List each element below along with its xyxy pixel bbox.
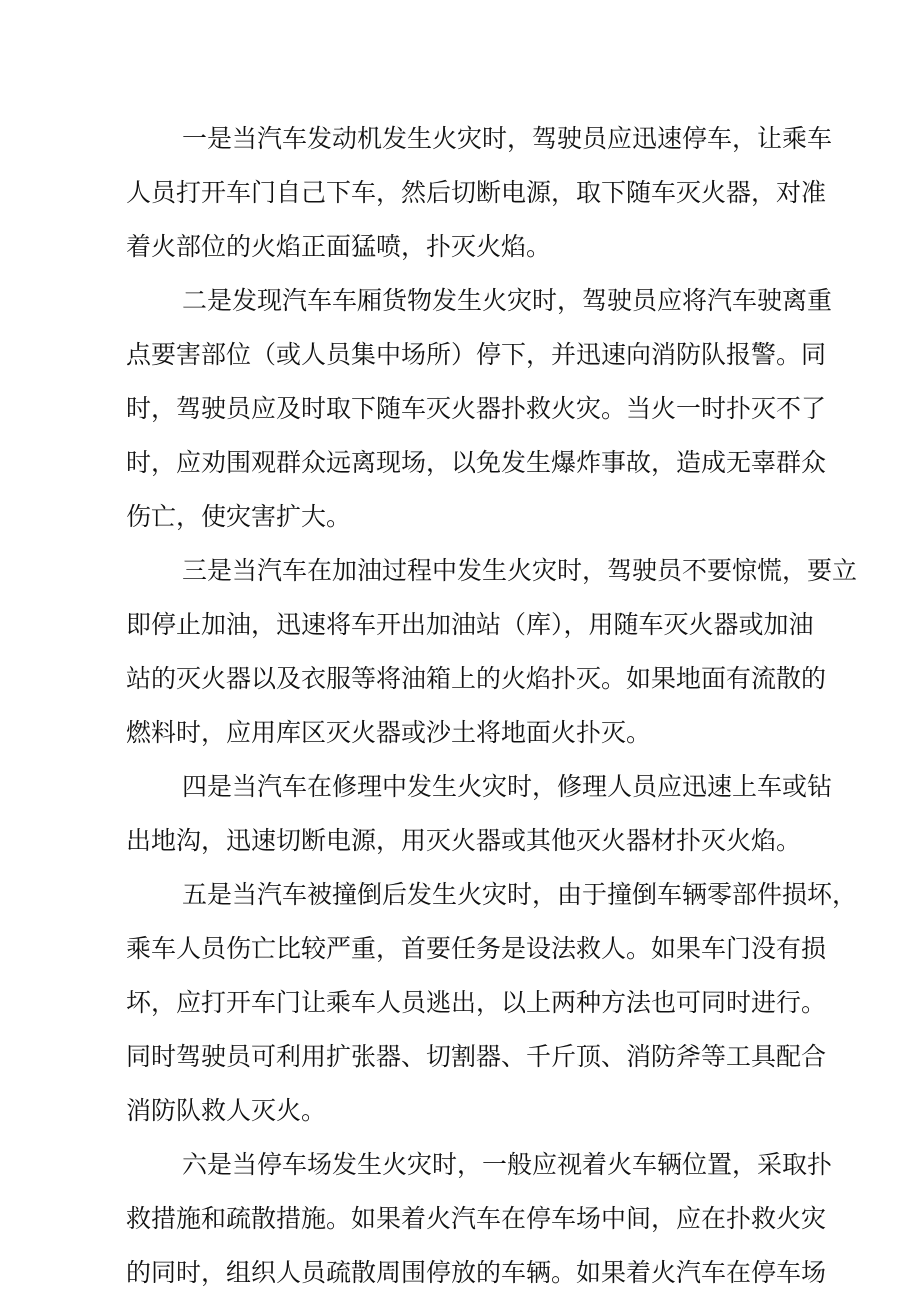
text-line: 人员打开车门自己下车，然后切断电源，取下随车灭火器，对准 <box>126 178 827 207</box>
text-line: 坏，应打开车门让乘车人员逃出，以上两种方法也可同时进行。 <box>126 988 827 1017</box>
text-line: 三是当汽车在加油过程中发生火灾时，驾驶员不要惊慌，要立 <box>182 556 858 585</box>
text-line: 六是当停车场发生火灾时，一般应视着火车辆位置，采取扑 <box>182 1150 833 1179</box>
text-line: 一是当汽车发动机发生火灾时，驾驶员应迅速停车，让乘车 <box>182 124 833 153</box>
text-line: 乘车人员伤亡比较严重，首要任务是设法救人。如果车门没有损 <box>126 934 827 963</box>
text-line: 出地沟，迅速切断电源，用灭火器或其他灭火器材扑灭火焰。 <box>126 826 802 855</box>
text-line: 同时驾驶员可利用扩张器、切割器、千斤顶、消防斧等工具配合 <box>126 1042 827 1071</box>
text-line: 着火部位的火焰正面猛喷，扑灭火焰。 <box>126 232 552 261</box>
document-body <box>126 112 858 1300</box>
text-line: 燃料时，应用库区灭火器或沙土将地面火扑灭。 <box>126 718 652 747</box>
text-line: 的同时，组织人员疏散周围停放的车辆。如果着火汽车在停车场 <box>126 1258 827 1287</box>
text-line: 时，驾驶员应及时取下随车灭火器扑救火灾。当火一时扑灭不了 <box>126 394 827 423</box>
text-line: 二是发现汽车车厢货物发生火灾时，驾驶员应将汽车驶离重 <box>182 286 833 315</box>
text-line: 救措施和疏散措施。如果着火汽车在停车场中间，应在扑救火灾 <box>126 1204 827 1233</box>
text-line: 站的灭火器以及衣服等将油箱上的火焰扑灭。如果地面有流散的 <box>126 664 827 693</box>
text-line: 伤亡，使灾害扩大。 <box>126 502 352 531</box>
text-line: 点要害部位（或人员集中场所）停下，并迅速向消防队报警。同 <box>126 340 827 369</box>
text-line: 时，应劝围观群众远离现场，以免发生爆炸事故，造成无辜群众 <box>126 448 827 477</box>
text-line: 五是当汽车被撞倒后发生火灾时，由于撞倒车辆零部件损坏， <box>182 880 858 909</box>
text-line: 即停止加油，迅速将车开出加油站（库），用随车灭火器或加油 <box>126 610 814 639</box>
text-line: 消防队救人灭火。 <box>126 1096 327 1125</box>
text-line: 四是当汽车在修理中发生火灾时，修理人员应迅速上车或钻 <box>182 772 833 801</box>
